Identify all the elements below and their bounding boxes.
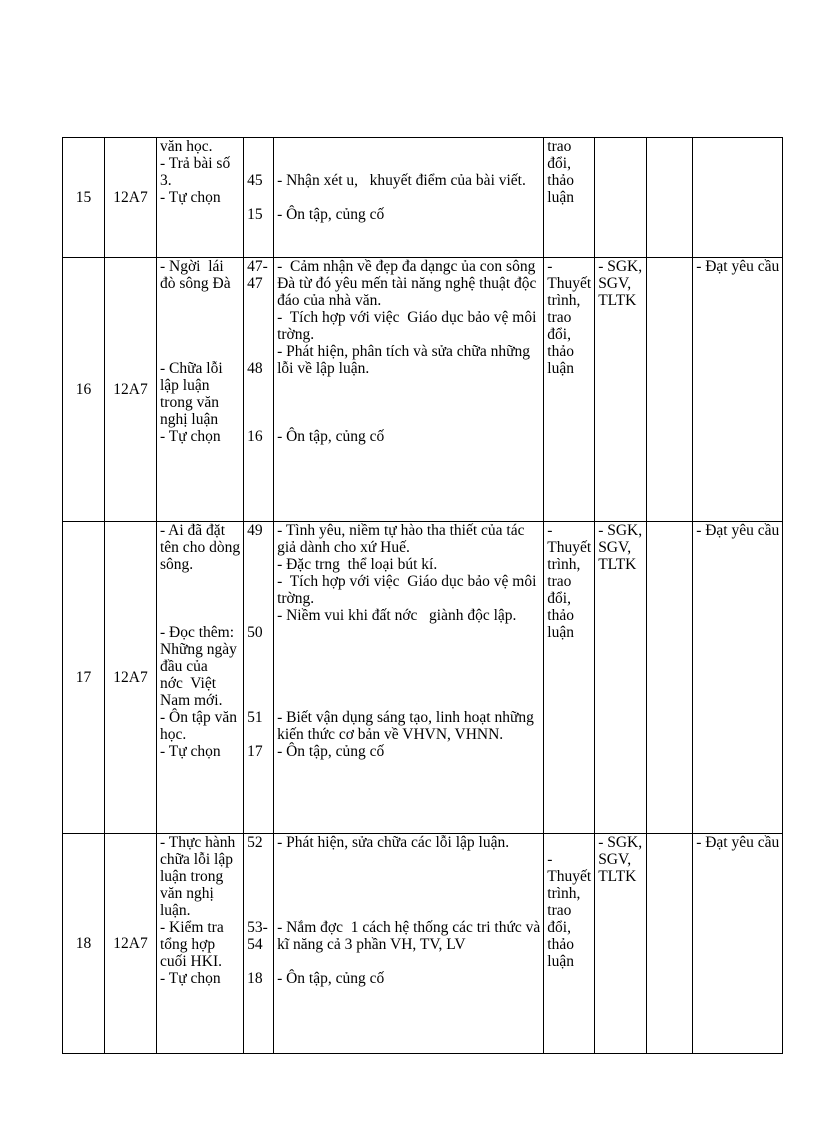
content-cell-line: luận trong [160,868,224,885]
objective-cell-line: đáo của nhà văn. [277,292,382,309]
objective-cell-line: - Tích hợp với việc Giáo dục bảo vệ môi [277,573,537,590]
method-cell-line: - [547,522,553,539]
objective-cell [274,834,544,1054]
equipment-cell-line: - SGK, [598,834,643,851]
result-cell [693,258,783,522]
table-row [63,522,783,834]
method-cell [544,138,595,258]
period-cell-line: 18 [247,970,263,987]
period-cell-line: 54 [247,936,263,953]
result-cell-line: - Đạt yêu cầu [696,258,780,275]
method-cell-line: thảo [547,172,574,189]
content-cell-line: - Ngời lái [160,258,224,275]
period-cell-line: 48 [247,360,263,377]
period-cell-line [247,590,270,607]
objective-cell [274,138,544,258]
objective-cell-line [277,138,540,155]
period-cell-line [247,223,270,240]
method-cell [544,834,595,1054]
equipment-cell [595,834,647,1054]
period-cell-line [247,675,270,692]
period-cell-line [247,309,270,326]
method-cell-line: - [547,258,553,275]
content-cell-line [160,326,240,343]
content-cell [157,138,244,258]
method-cell-line: đổi, [547,590,571,607]
method-cell-line: đổi, [547,919,571,936]
period-cell [244,258,274,522]
content-cell-line: - Ai đã đặt [160,522,225,539]
method-cell-line: trao [547,902,572,919]
period-cell-line [247,953,270,970]
objective-cell-line [277,411,540,428]
lesson-plan-table [62,137,783,1054]
objective-cell-line: trờng. [277,590,315,607]
content-cell-line: đò sông Đà [160,275,231,292]
method-cell-line [547,206,591,223]
method-cell-line: đổi, [547,155,571,172]
objective-cell-line: - Tình yêu, niềm tự hào tha thiết của tác [277,522,525,539]
week-cell: 16 [63,258,105,522]
method-cell [544,258,595,522]
period-cell-line [247,726,270,743]
method-cell-line: thảo [547,343,574,360]
note-cell [647,522,693,834]
period-cell-line: 15 [247,206,263,223]
content-cell-line: tên cho dòng [160,539,241,556]
content-cell-line [160,573,240,590]
class-cell: 12A7 [105,258,157,522]
content-cell-line: - Tự chọn [160,743,221,760]
period-cell-line: 52 [247,834,263,851]
content-cell-line: - Kiểm tra [160,919,224,936]
objective-cell-line [277,189,540,206]
method-cell-line: đổi, [547,326,571,343]
note-cell [647,138,693,258]
objective-cell-line [277,223,540,240]
objective-cell-line [277,658,540,675]
objective-cell-line: - Niềm vui khi đất nớc giành độc lập. [277,607,517,624]
objective-cell-line [277,394,540,411]
period-cell-line [247,394,270,411]
week-cell: 15 [63,138,105,258]
method-cell [544,522,595,834]
objective-cell-line: kĩ năng cả 3 phần VH, TV, LV [277,936,466,953]
content-cell-line: nghị luận [160,411,219,428]
period-cell-line [247,155,270,172]
objective-cell-line [277,641,540,658]
equipment-cell-line: TLTK [598,556,637,573]
period-cell-line [247,377,270,394]
objective-cell-line: - Nắm đợc 1 cách hệ thống các tri thức và [277,919,541,936]
objective-cell-line: - Cảm nhận về đẹp đa dạngc ủa con sông [277,258,536,275]
content-cell-line: - Thực hành [160,834,236,851]
period-cell [244,138,274,258]
equipment-cell [595,138,647,258]
period-cell [244,522,274,834]
equipment-cell-line: SGV, [598,539,632,556]
objective-cell-line [277,885,540,902]
class-cell: 12A7 [105,522,157,834]
period-cell-line [247,573,270,590]
objective-cell-line: - Đặc trng thể loại bút kí. [277,556,438,573]
equipment-cell-line: SGV, [598,851,632,868]
content-cell-line: lập luận [160,377,210,394]
content-cell-line: văn học. [160,138,213,155]
equipment-cell-line: - SGK, [598,522,643,539]
class-cell: 12A7 [105,834,157,1054]
objective-cell-line [277,624,540,641]
period-cell-line [247,556,270,573]
method-cell-line: luận [547,624,574,641]
objective-cell-line: - Nhận xét u, khuyết điểm của bài viết. [277,172,526,189]
objective-cell-line: - Tích hợp với việc Giáo dục bảo vệ môi [277,309,537,326]
content-cell-line: - Ôn tập văn [160,709,238,726]
period-cell-line [247,902,270,919]
equipment-cell-line: SGV, [598,275,632,292]
period-cell-line [247,868,270,885]
note-cell [647,258,693,522]
method-cell-line: trình, [547,292,581,309]
period-cell-line: 49 [247,522,263,539]
period-cell-line [247,539,270,556]
content-cell-line: - Tự chọn [160,189,221,206]
content-cell-line: nớc Việt [160,675,217,692]
period-cell-line: 17 [247,743,263,760]
content-cell-line: luận. [160,902,191,919]
period-cell-line [247,189,270,206]
method-cell-line: thảo [547,607,574,624]
objective-cell-line: - Ôn tập, củng cố [277,743,385,760]
note-cell [647,834,693,1054]
method-cell-line: Thuyết [547,539,592,556]
method-cell-line: Thuyết [547,868,592,885]
table-row [63,834,783,1054]
week-cell: 18 [63,834,105,1054]
result-cell-line: - Đạt yêu cầu [696,834,780,851]
period-cell-line [247,885,270,902]
content-cell [157,834,244,1054]
content-cell-line [160,590,240,607]
method-cell-line: thảo [547,936,574,953]
method-cell-line: luận [547,953,574,970]
content-cell-line: trong văn [160,394,219,411]
content-cell-line: học. [160,726,187,743]
equipment-cell [595,522,647,834]
method-cell-line: Thuyết [547,275,592,292]
content-cell-line: chữa lỗi lập [160,851,233,868]
period-cell-line: 53- [247,919,268,936]
class-cell: 12A7 [105,138,157,258]
period-cell-line [247,326,270,343]
table-body [63,138,783,1054]
content-cell-line: - Tự chọn [160,970,221,987]
period-cell-line: 47 [247,275,263,292]
objective-cell-line: kiến thức cơ bản về VHVN, VHNN. [277,726,504,743]
method-cell-line: trình, [547,556,581,573]
objective-cell-line: - Biết vận dụng sáng tạo, linh hoạt những [277,709,534,726]
table-row [63,258,783,522]
method-cell-line: trao [547,138,572,155]
content-cell [157,522,244,834]
method-cell-line: trình, [547,885,581,902]
content-cell-line [160,343,240,360]
method-cell-line [547,834,591,851]
content-cell-line: Nam mới. [160,692,223,709]
objective-cell-line: - Phát hiện, phân tích và sửa chữa những [277,343,530,360]
result-cell [693,834,783,1054]
content-cell-line: Những ngày [160,641,237,658]
objective-cell-line [277,155,540,172]
objective-cell-line [277,953,540,970]
period-cell-line [247,411,270,428]
method-cell-line: - [547,851,553,868]
objective-cell-line: lỗi về lập luận. [277,360,370,377]
content-cell-line: văn nghị [160,885,214,902]
period-cell-line [247,658,270,675]
week-cell: 17 [63,522,105,834]
method-cell-line: trao [547,573,572,590]
content-cell-line [160,206,240,223]
result-cell [693,522,783,834]
method-cell-line: trao [547,309,572,326]
period-cell-line [247,138,270,155]
content-cell-line: - Trả bài số [160,155,231,172]
period-cell-line [247,292,270,309]
objective-cell-line [277,675,540,692]
period-cell-line: 16 [247,428,263,445]
content-cell-line: tổng hợp [160,936,216,953]
method-cell-line [547,223,591,240]
content-cell-line [160,292,240,309]
objective-cell-line [277,851,540,868]
content-cell-line: cuối HKI. [160,953,222,970]
objective-cell-line: - Ôn tập, củng cố [277,970,385,987]
period-cell-line: 45 [247,172,263,189]
objective-cell-line [277,692,540,709]
period-cell-line: 51 [247,709,263,726]
content-cell-line: - Chữa lỗi [160,360,223,377]
result-cell-line: - Đạt yêu cầu [696,522,780,539]
objective-cell-line [277,868,540,885]
objective-cell-line: giả dành cho xứ Huế. [277,539,410,556]
table-row [63,138,783,258]
result-cell [693,138,783,258]
content-cell-line [160,309,240,326]
period-cell-line [247,641,270,658]
content-cell [157,258,244,522]
content-cell-line: - Đọc thêm: [160,624,235,641]
objective-cell-line [277,902,540,919]
content-cell-line: đầu của [160,658,208,675]
objective-cell-line: - Ôn tập, củng cố [277,428,385,445]
content-cell-line [160,607,240,624]
period-cell-line [247,607,270,624]
content-cell-line: 3. [160,172,172,189]
content-cell-line [160,223,240,240]
objective-cell [274,522,544,834]
equipment-cell [595,258,647,522]
period-cell-line [247,343,270,360]
content-cell-line: sông. [160,556,194,573]
equipment-cell-line: - SGK, [598,258,643,275]
method-cell-line: luận [547,360,574,377]
objective-cell-line: - Ôn tập, củng cố [277,206,385,223]
period-cell-line [247,851,270,868]
period-cell [244,834,274,1054]
period-cell-line [247,692,270,709]
objective-cell-line: trờng. [277,326,315,343]
objective-cell-line: Đà từ đó yêu mến tài năng nghệ thuật độc [277,275,537,292]
period-cell-line: 47- [247,258,268,275]
objective-cell [274,258,544,522]
equipment-cell-line: TLTK [598,292,637,309]
objective-cell-line [277,377,540,394]
objective-cell-line: - Phát hiện, sửa chữa các lỗi lập luận. [277,834,510,851]
period-cell-line: 50 [247,624,263,641]
equipment-cell-line: TLTK [598,868,637,885]
content-cell-line: - Tự chọn [160,428,221,445]
method-cell-line: luận [547,189,574,206]
